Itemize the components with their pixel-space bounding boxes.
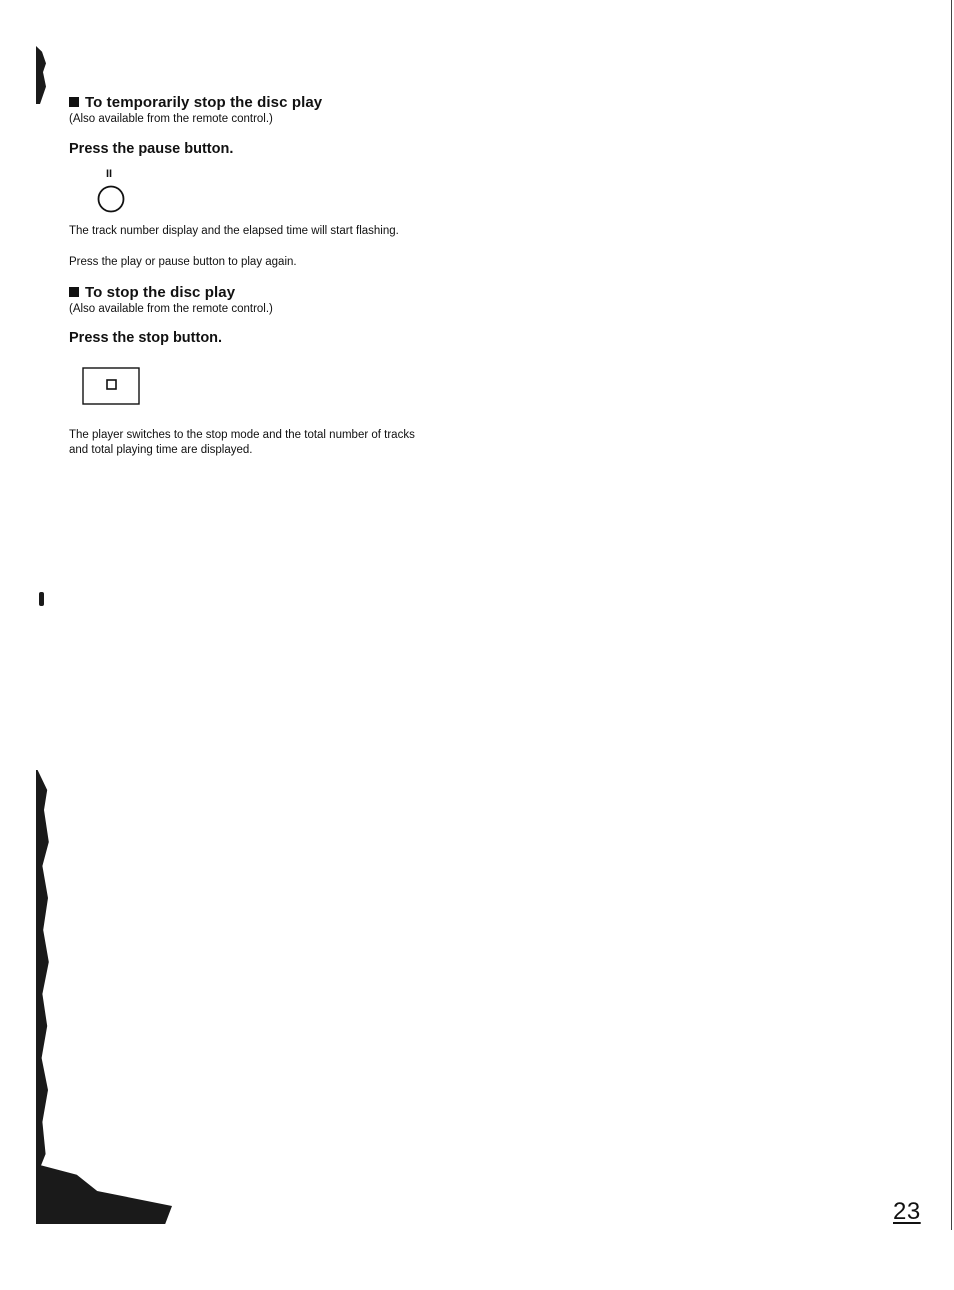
stop-remote-note: (Also available from the remote control.) bbox=[69, 303, 273, 315]
scan-artifact-edge-strip bbox=[36, 770, 52, 1170]
stop-description-line2: and total playing time are displayed. bbox=[69, 444, 253, 456]
scan-artifact-bottom bbox=[36, 1164, 172, 1224]
square-bullet-icon bbox=[69, 97, 79, 107]
scan-artifact-top bbox=[36, 46, 46, 104]
pause-instruction: Press the pause button. bbox=[69, 141, 234, 157]
pause-button-illustration bbox=[88, 164, 138, 214]
stop-heading-text: To stop the disc play bbox=[85, 284, 236, 301]
stop-description-line1: The player switches to the stop mode and the total number of tracks bbox=[69, 429, 415, 441]
pause-symbol: II bbox=[106, 168, 113, 180]
pause-button-icon bbox=[88, 164, 138, 214]
stop-button-icon bbox=[82, 367, 140, 405]
pause-remote-note: (Also available from the remote control.) bbox=[69, 113, 273, 125]
square-bullet-icon bbox=[69, 287, 79, 297]
stop-section-heading bbox=[69, 284, 235, 301]
pause-description: The track number display and the elapsed time will start flashing. bbox=[69, 225, 399, 237]
page-number: 23 bbox=[893, 1198, 921, 1225]
pause-resume-note: Press the play or pause button to play again. bbox=[69, 256, 297, 268]
scan-artifact-dot bbox=[39, 592, 44, 606]
pause-section-heading bbox=[69, 94, 322, 111]
pause-heading-text: To temporarily stop the disc play bbox=[85, 94, 323, 111]
stop-button-illustration bbox=[82, 367, 140, 405]
page-edge-rule bbox=[951, 0, 952, 1230]
stop-instruction: Press the stop button. bbox=[69, 330, 223, 346]
